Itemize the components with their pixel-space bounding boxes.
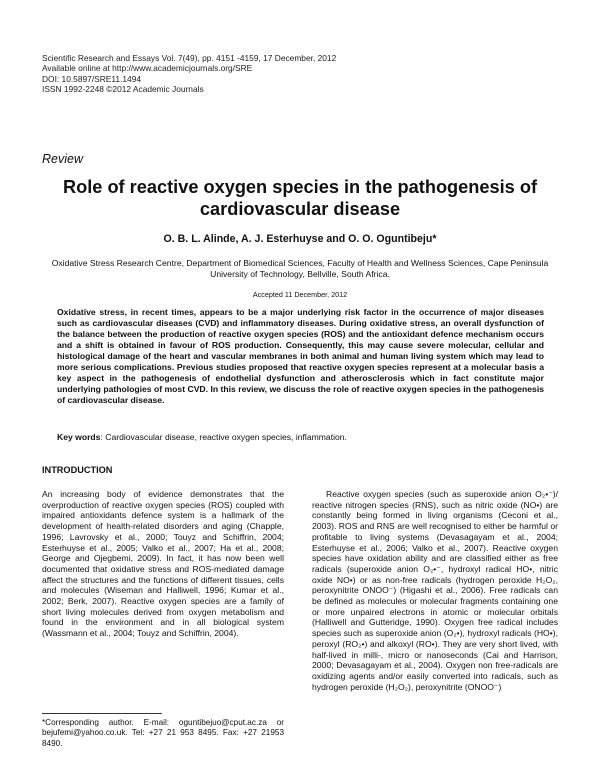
abstract: Oxidative stress, in recent times, appears to be a major underlying risk factor in the occurrence of major diseases such as cardiovascular diseases (CVD) and inflammatory diseases. During oxidative stress, an overall dysfunction of the balance between the production of reactive oxygen species (ROS) and the antioxidant defence mechanism occurs and a shift is obtained in favour of ROS production. Consequently, this may cause severe molecular, cellular and histological damage of the heart and vascular membranes in both animal and human living system which may lead to more serious complications. Previous studies proposed that reactive oxygen species represent at a molecular basis a key aspect in the pathogenesis of endothelial dysfunction and atherosclerosis which in fact constitute major underlying pathologies of most CVD. In this review, we discuss the role of reactive oxygen species in the pathogenesis of cardiovascular disease.	[57, 307, 544, 405]
journal-info	[42, 53, 336, 95]
corresponding-author-footnote: *Corresponding author. E-mail: oguntibejuo@cput.ac.za or bejufemi@yahoo.co.uk. Tel: +27 21 953 8495. Fax: +27 21953 8490.	[42, 718, 284, 748]
journal-issn: ISSN 1992-2248 ©2012 Academic Journals	[42, 84, 204, 95]
journal-citation: Scientific Research and Essays Vol. 7(49), pp. 4151 -4159, 17 December, 2012	[42, 53, 337, 63]
footnote-divider	[42, 713, 162, 714]
left-column	[42, 489, 284, 639]
keywords-text: : Cardiovascular disease, reactive oxygen species, inflammation.	[100, 432, 347, 442]
section-label: Review	[42, 152, 83, 166]
journal-url: Available online at http://www.academicjournals.org/SRE	[42, 63, 253, 74]
paper-title: Role of reactive oxygen species in the pathogenesis of cardiovascular disease	[62, 177, 538, 219]
right-column	[312, 489, 558, 692]
left-column-paragraph: An increasing body of evidence demonstrates that the overproduction of reactive oxygen species (ROS) coupled with impaired antioxidants defence system is a hallmark of the development of health-related disorders and aging (Chapple, 1996; Lavrovsky et al., 2000; Touyz and Schiffrin, 2004; Esterhuyse et al., 2005; Valko et al., 2007; Ha et al., 2008; George and Ojegbemi, 2009). In fact, it has now been well documented that oxidative stress and ROS-mediated damage affect the structures and the functions of different tissues, cells and molecules (Wiseman and Halliwell, 1996; Kumar et al., 2002; Berk, 2007). Reactive oxygen species are a family of short living molecules derived from oxygen metabolism and found in the environment and in all biological system (Wassmann et al., 2004; Touyz and Schiffrin, 2004).	[42, 489, 284, 639]
author-list: O. B. L. Alinde, A. J. Esterhuyse and O. O. Oguntibeju*	[163, 233, 437, 245]
accepted-date: Accepted 11 December, 2012	[252, 290, 348, 299]
keywords	[57, 432, 544, 442]
journal-doi: DOI: 10.5897/SRE11.1494	[42, 73, 142, 84]
keywords-label: Key words	[57, 432, 101, 442]
affiliation: Oxidative Stress Research Centre, Department of Biomedical Sciences, Faculty of Health and Wellness Sciences, Cape Peninsula University of Technology, Bellville, South Africa.	[51, 258, 549, 279]
introduction-heading: INTRODUCTION	[42, 465, 113, 475]
right-column-paragraph: Reactive oxygen species (such as superoxide anion O₂•⁻)/ reactive nitrogen species (RNS), such as nitric oxide (NO•) are constantly being formed in living organisms (Ceconi et al., 2003). ROS and RNS are well recognised to either be harmful or profitable to living systems (Devasagayam et al., 2004; Esterhuyse et al., 2006; Valko et al., 2007). Reactive oxygen species have oxidation ability and are classified either as free radicals (superoxide anion O₂•⁻, hydroxyl radical HO•, nitric oxide NO•) or as non-free radicals (hydrogen peroxide H₂O₂, peroxynitrite ONOO⁻) (Higashi et al., 2006). Free radicals can be defined as molecules or molecular fragments containing one or more unpaired electrons in atomic or molecular orbitals (Halliwell and Gutteridge, 1990). Oxygen free radical includes species such as superoxide anion (O₂•), hydroxyl radicals (HO•), peroxyl (RO₂•) and alkoxyl (RO•). They are very short lived, with half-lived in milli-, micro or nanoseconds (Cai and Harrison, 2000; Devasagayam et al., 2004). Oxygen non free-radicals are oxidizing agents and/or easily converted into radicals, such as hydrogen peroxide (H₂O₂), peroxynitrite (ONOO⁻)	[312, 489, 558, 692]
